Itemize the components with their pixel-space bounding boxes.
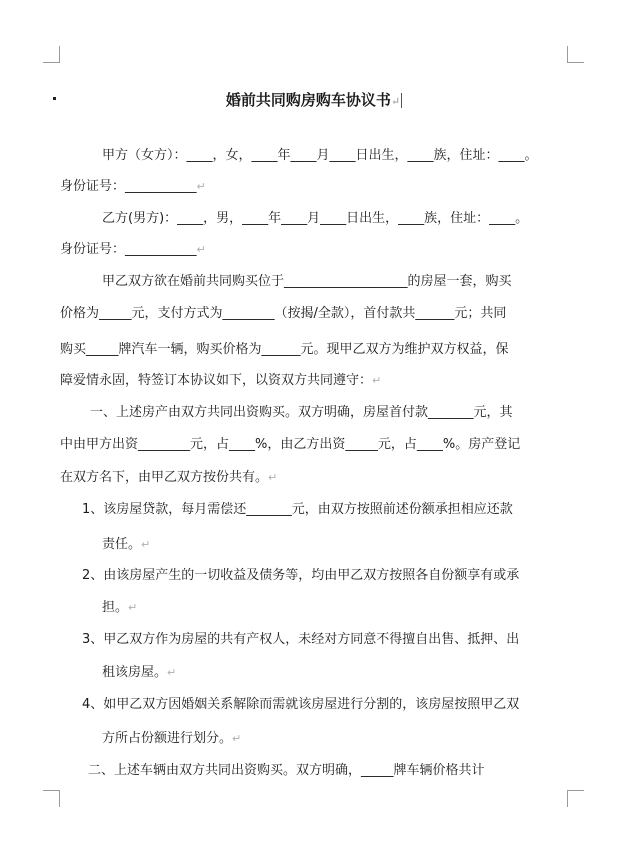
text-line	[102, 211, 528, 227]
line-text: 购买_____牌汽车一辆，购买价格为______元。现甲乙双方为维护双方权益，保	[60, 342, 509, 357]
line-text: 中由甲方出资________元，占____%，由乙方出资_____元，占____%。房产登记	[60, 437, 521, 452]
line-text: 责任。	[102, 537, 142, 552]
paragraph-mark-icon: ↵	[196, 243, 206, 256]
crop-mark-bottom-left	[43, 790, 60, 807]
text-line	[60, 242, 206, 258]
text-line	[60, 470, 277, 486]
text-cursor	[401, 93, 402, 108]
line-text: 租该房屋。	[102, 665, 168, 680]
text-line	[60, 179, 206, 195]
line-text: 在双方名下，由甲乙双方按份共有。	[60, 470, 269, 485]
line-text: 二、上述车辆由双方共同出资购买。双方明确，_____牌车辆价格共计	[88, 763, 485, 778]
line-text: 甲乙双方欲在婚前共同购买位于___________________的房屋一套，购买	[102, 274, 512, 289]
paragraph-mark-icon: ↵	[167, 666, 177, 679]
crop-mark-top-left	[43, 46, 60, 63]
paragraph-mark-icon: ↵	[232, 732, 242, 745]
paragraph-mark-icon: ↵	[372, 374, 382, 387]
text-line	[60, 342, 509, 358]
text-line	[90, 405, 513, 421]
paragraph-mark-icon: ↵	[196, 180, 206, 193]
crop-mark-top-right	[567, 46, 584, 63]
paragraph-mark-icon: ↵	[390, 95, 401, 108]
line-text: 障爱情永固，特签订本协议如下，以资双方共同遵守：	[60, 373, 373, 388]
title-text: 婚前共同购房购车协议书	[225, 91, 391, 109]
text-line	[102, 537, 150, 553]
paragraph-mark-icon: ↵	[268, 471, 278, 484]
line-text: 甲方（女方）：____，女，____年____月____日出生，____族，住址：____。	[102, 148, 538, 163]
line-text: 价格为_____元，支付方式为________（按揭/全款），首付款共______元；共同	[60, 306, 507, 321]
text-line	[82, 568, 519, 584]
text-line	[60, 437, 520, 453]
line-text: 身份证号：___________	[60, 179, 197, 194]
text-line	[102, 148, 538, 164]
paragraph-mark-icon: ↵	[141, 538, 151, 551]
text-line	[60, 373, 381, 389]
text-line	[102, 731, 241, 747]
line-text: 身份证号：___________	[60, 242, 197, 257]
text-line	[82, 502, 513, 518]
line-text: 3、甲乙双方作为房屋的共有产权人，未经对方同意不得擅自出售、抵押、出	[82, 632, 520, 647]
line-text: 方所占份额进行划分。	[102, 731, 233, 746]
text-line	[88, 763, 485, 779]
text-line	[102, 274, 512, 290]
line-text: 一、上述房产由双方共同出资购买。双方明确，房屋首付款_______元，其	[90, 405, 513, 420]
crop-mark-bottom-right	[567, 790, 584, 807]
text-line	[60, 306, 506, 322]
text-line	[102, 665, 176, 681]
line-text: 乙方(男方)：____，男，____年____月____日出生，____族，住址：____。	[102, 211, 529, 226]
paragraph-mark-icon: ↵	[128, 601, 138, 614]
line-text: 1、该房屋贷款，每月需偿还_______元，由双方按照前述份额承担相应还款	[82, 502, 513, 517]
line-text: 担。	[102, 600, 129, 615]
text-line	[82, 632, 519, 648]
line-text: 2、由该房屋产生的一切收益及债务等，均由甲乙双方按照各自份额享有或承	[82, 568, 520, 583]
line-text: 4、如甲乙双方因婚姻关系解除而需就该房屋进行分割的，该房屋按照甲乙双	[82, 697, 520, 712]
document-title[interactable]	[0, 89, 628, 110]
text-line	[102, 600, 137, 616]
text-line	[82, 697, 519, 713]
